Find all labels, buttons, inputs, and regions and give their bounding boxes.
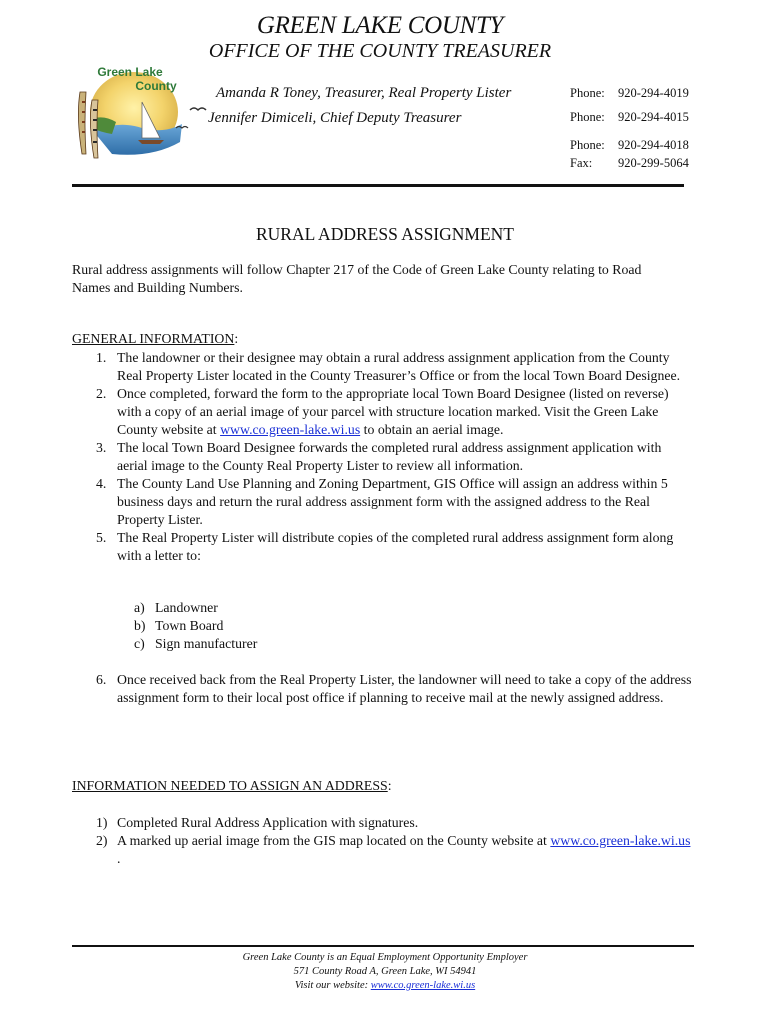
list-number: 1) bbox=[96, 815, 108, 830]
list-item bbox=[72, 529, 692, 565]
list-number: 3. bbox=[96, 440, 107, 455]
list-item-text: Landowner bbox=[155, 600, 218, 615]
list-item-text: Once completed, forward the form to the appropriate local Town Board Designee (listed on reverse) with a copy of an aerial image of your parcel with structure location marked. Visit the Green Lake County website at bbox=[117, 386, 669, 437]
section-title-text: INFORMATION NEEDED TO ASSIGN AN ADDRESS bbox=[72, 778, 388, 793]
list-item-text: . bbox=[117, 851, 121, 866]
list-number: a) bbox=[134, 600, 145, 615]
general-information-title: GENERAL INFORMATION: bbox=[72, 331, 239, 346]
feather-icon bbox=[78, 92, 86, 154]
list-item bbox=[72, 814, 692, 832]
intro-paragraph: Rural address assignments will follow Chapter 217 of the Code of Green Lake County relating to Road Names and Building Numbers. bbox=[72, 262, 642, 295]
bird-icon bbox=[190, 108, 206, 110]
list-number: 6. bbox=[96, 672, 107, 687]
contact-line bbox=[570, 86, 689, 101]
county-website-link[interactable]: www.co.green-lake.wi.us bbox=[550, 833, 691, 848]
logo-text-line2: County bbox=[135, 79, 177, 93]
contact-value: 920-299-5064 bbox=[618, 156, 689, 170]
list-item bbox=[72, 475, 692, 529]
list-item-text: to obtain an aerial image. bbox=[360, 422, 504, 437]
contact-label: Phone: bbox=[570, 110, 605, 124]
list-item-text: A marked up aerial image from the GIS map located on the County website at bbox=[117, 833, 551, 848]
information-needed-title: INFORMATION NEEDED TO ASSIGN AN ADDRESS: bbox=[72, 778, 392, 793]
list-number: 2. bbox=[96, 386, 107, 401]
list-item-text: The County Land Use Planning and Zoning Department, GIS Office will assign an address within 5 business days and return the rural address assignment form with the assigned address to the Real Property Lister. bbox=[117, 476, 668, 527]
contact-value: 920-294-4019 bbox=[618, 86, 689, 100]
list-number: b) bbox=[134, 618, 146, 633]
document-heading: RURAL ADDRESS ASSIGNMENT bbox=[255, 224, 514, 244]
list-item-text: The landowner or their designee may obtain a rural address assignment application from the County Real Property Lister located in the County Treasurer’s Office or from the local Town Board Designee. bbox=[117, 350, 681, 383]
list-item bbox=[72, 671, 692, 707]
list-number: c) bbox=[134, 636, 145, 651]
list-item bbox=[72, 349, 692, 385]
contact-label: Phone: bbox=[570, 138, 605, 152]
list-item-text: The local Town Board Designee forwards the completed rural address assignment application with aerial image to the County Real Property Lister to review all information. bbox=[117, 440, 662, 473]
list-item bbox=[110, 617, 410, 635]
list-item bbox=[72, 832, 692, 868]
list-item bbox=[110, 635, 410, 653]
list-number: 2) bbox=[96, 833, 108, 848]
list-item-text: Completed Rural Address Application with signatures. bbox=[117, 815, 419, 830]
information-needed-list bbox=[72, 814, 692, 868]
footer-eeo-statement: Green Lake County is an Equal Employment Opportunity Employer bbox=[242, 952, 528, 963]
footer-website-link[interactable]: www.co.green-lake.wi.us bbox=[370, 980, 476, 991]
general-information-list bbox=[72, 349, 692, 565]
contact-line bbox=[570, 138, 689, 153]
county-title: GREEN LAKE COUNTY bbox=[256, 12, 504, 39]
list-number: 1. bbox=[96, 350, 107, 365]
list-number: 4. bbox=[96, 476, 107, 491]
list-number: 5. bbox=[96, 530, 107, 545]
treasurer-name: Amanda R Toney, Treasurer, Real Property Lister bbox=[216, 85, 512, 101]
list-item-text: The Real Property Lister will distribute copies of the completed rural address assignment form along with a letter to: bbox=[117, 530, 674, 563]
footer-address: 571 County Road A, Green Lake, WI 54941 bbox=[293, 966, 477, 977]
list-item-text: Once received back from the Real Property Lister, the landowner will need to take a copy of the address assignment form to their local post office if planning to receive mail at the newly assigned address. bbox=[117, 672, 692, 705]
contact-label: Fax: bbox=[570, 156, 593, 170]
deputy-treasurer-name: Jennifer Dimiceli, Chief Deputy Treasurer bbox=[208, 110, 462, 126]
list-item-text: Town Board bbox=[155, 618, 224, 633]
list-item-text: Sign manufacturer bbox=[155, 636, 258, 651]
section-title-text: GENERAL INFORMATION bbox=[72, 331, 235, 346]
footer-website-line bbox=[0, 979, 770, 993]
list-item bbox=[72, 385, 692, 439]
footer bbox=[0, 951, 770, 993]
list-item bbox=[72, 439, 692, 475]
general-information-list-continued bbox=[72, 671, 692, 707]
footer-divider bbox=[72, 945, 694, 947]
feather-icon bbox=[90, 100, 98, 158]
contact-value: 920-294-4018 bbox=[618, 138, 689, 152]
header-divider bbox=[72, 184, 684, 187]
office-title: OFFICE OF THE COUNTY TREASURER bbox=[208, 40, 552, 62]
green-lake-county-logo bbox=[72, 62, 212, 166]
recipient-list bbox=[110, 599, 410, 653]
county-website-link[interactable]: www.co.green-lake.wi.us bbox=[220, 422, 361, 437]
contact-line bbox=[570, 156, 689, 171]
contact-line bbox=[570, 110, 689, 125]
list-item bbox=[110, 599, 410, 617]
contact-value: 920-294-4015 bbox=[618, 110, 689, 124]
contact-label: Phone: bbox=[570, 86, 605, 100]
logo-text-line1: Green Lake bbox=[97, 65, 163, 79]
footer-website-label: Visit our website: bbox=[294, 980, 371, 991]
